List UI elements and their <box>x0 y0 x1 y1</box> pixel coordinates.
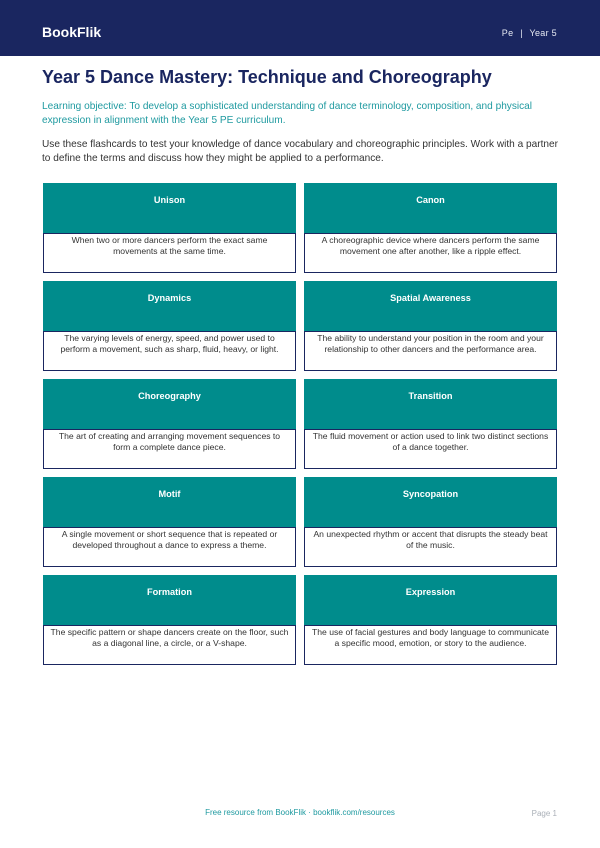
flashcard-term: Formation <box>147 587 192 597</box>
flashcard-back <box>304 625 557 665</box>
flashcard-back <box>304 233 557 273</box>
flashcard[interactable] <box>43 379 296 469</box>
flashcard-back <box>43 331 296 371</box>
flashcard-term: Canon <box>416 195 445 205</box>
flashcard-front[interactable] <box>43 477 296 527</box>
flashcard-term: Choreography <box>138 391 201 401</box>
breadcrumb-subject[interactable]: Pe <box>501 28 514 38</box>
flashcard-front[interactable] <box>304 379 557 429</box>
flashcard-term: Dynamics <box>147 293 192 303</box>
flashcard-back <box>43 527 296 567</box>
flashcard[interactable] <box>304 477 557 567</box>
flashcard-front[interactable] <box>304 281 557 331</box>
flashcard[interactable] <box>43 477 296 567</box>
flashcard-term: Spatial Awareness <box>390 293 471 303</box>
flashcard-term: Syncopation <box>402 489 459 499</box>
flashcard-grid <box>43 183 557 665</box>
flashcard-front[interactable] <box>304 575 557 625</box>
flashcard-front[interactable] <box>43 281 296 331</box>
flashcard[interactable] <box>304 281 557 371</box>
flashcard-front[interactable] <box>43 183 296 233</box>
flashcard-term: Unison <box>153 195 186 205</box>
flashcard[interactable] <box>304 183 557 273</box>
flashcard-back <box>43 429 296 469</box>
breadcrumb-separator: | <box>520 28 523 38</box>
flashcard-definition: An unexpected rhythm or accent that disrupts the steady beat of the music. <box>313 529 548 551</box>
flashcard[interactable] <box>304 379 557 469</box>
intro-text: Use these flashcards to test your knowledge of dance vocabulary and choreographic principles. Work with a partner to define the terms and discuss how they might be applied to a performance. <box>42 139 558 164</box>
flashcard-term: Transition <box>408 391 453 401</box>
flashcard-definition: A single movement or short sequence that is repeated or developed throughout a dance to express a theme. <box>61 529 278 551</box>
flashcard-definition: The fluid movement or action used to link two distinct sections of a dance together. <box>312 431 549 453</box>
flashcard-back <box>43 625 296 665</box>
flashcard[interactable] <box>43 281 296 371</box>
flashcard-definition: The ability to understand your position in the room and your relationship to other dancers and the performance area. <box>317 333 544 355</box>
learning-objective: Learning objective: To develop a sophisticated understanding of dance terminology, composition, and physical expression in alignment with the Year 5 PE curriculum. <box>42 101 533 126</box>
flashcard-front[interactable] <box>43 575 296 625</box>
page-number: Page 1 <box>531 809 557 818</box>
flashcard-back <box>43 233 296 273</box>
flashcard-definition: When two or more dancers perform the exact same movements at the same time. <box>71 235 268 257</box>
flashcard-definition: A choreographic device where dancers perform the same movement one after another, like a ripple effect. <box>321 235 540 257</box>
footer-link[interactable]: Free resource from BookFlik · bookflik.com/resources <box>205 808 395 817</box>
flashcard[interactable] <box>43 183 296 273</box>
flashcard-definition: The use of facial gestures and body language to communicate a specific mood, emotion, or story to the audience. <box>312 627 549 649</box>
flashcard-term: Expression <box>405 587 456 597</box>
flashcard-term: Motif <box>158 489 181 499</box>
flashcard-definition: The art of creating and arranging movement sequences to form a complete dance piece. <box>58 431 281 453</box>
brand-logo[interactable]: BookFlik <box>42 24 102 40</box>
flashcard-front[interactable] <box>304 183 557 233</box>
flashcard[interactable] <box>304 575 557 665</box>
breadcrumb-year[interactable]: Year 5 <box>529 28 557 38</box>
top-bar <box>0 0 600 56</box>
flashcard[interactable] <box>43 575 296 665</box>
flashcard-back <box>304 429 557 469</box>
breadcrumb <box>502 26 557 40</box>
flashcard-back <box>304 331 557 371</box>
flashcard-back <box>304 527 557 567</box>
flashcard-definition: The varying levels of energy, speed, and power used to perform a movement, such as sharp, fluid, heavy, or light. <box>60 333 279 355</box>
flashcard-front[interactable] <box>43 379 296 429</box>
flashcard-front[interactable] <box>304 477 557 527</box>
flashcard-definition: The specific pattern or shape dancers create on the floor, such as a diagonal line, a circle, or a V-shape. <box>50 627 289 649</box>
page-title: Year 5 Dance Mastery: Technique and Choreography <box>42 67 492 87</box>
